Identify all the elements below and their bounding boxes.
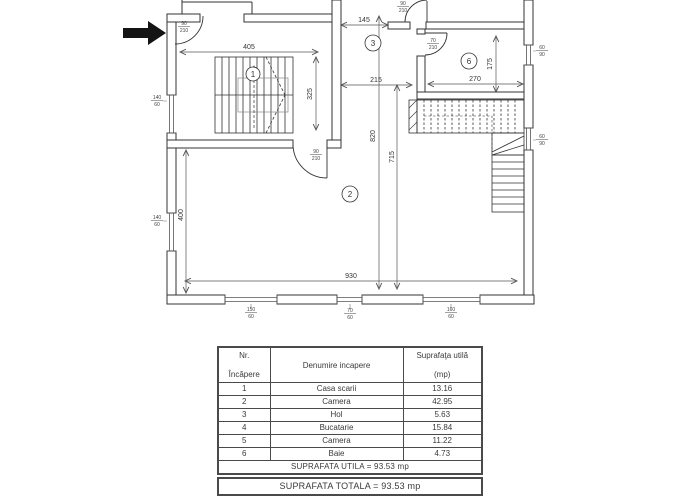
cell-area: 13.16 [403,383,482,396]
svg-text:90: 90 [313,149,319,155]
col-header-area [403,347,482,383]
rooms-table [217,346,483,475]
cell-name: Casa scarii [270,383,403,396]
dim-label: 715 [389,151,396,163]
window-size-label [536,134,548,147]
room-label-6: 6 [466,57,472,66]
svg-text:140: 140 [152,215,162,221]
dim-label: 405 [243,44,255,51]
svg-text:90: 90 [400,1,406,7]
cell-nr: 2 [218,396,270,409]
cell-name: Camera [270,396,403,409]
dim-label: 930 [345,273,357,280]
svg-text:210: 210 [398,8,408,14]
header-nr-line1: Nr. [239,351,250,360]
cell-nr: 4 [218,422,270,435]
window-size-label [245,307,257,320]
cell-nr: 6 [218,448,270,461]
cell-nr: 3 [218,409,270,422]
room2-door-arc [293,144,327,178]
door-size-label [427,38,439,51]
cell-name: Bucatarie [270,422,403,435]
room-number-labels [251,39,472,199]
footer-utila: SUPRAFATA UTILA = 93.53 mp [218,461,482,475]
cell-name: Hol [270,409,403,422]
svg-text:60: 60 [154,222,160,228]
table-row [218,409,482,422]
table-row [218,448,482,461]
dim-label: 175 [487,58,494,70]
svg-text:60: 60 [248,314,254,320]
cell-nr: 1 [218,383,270,396]
cell-area: 42.95 [403,396,482,409]
footer-utila-row [218,461,482,475]
walls [167,0,534,304]
table-row [218,435,482,448]
dim-label: 145 [358,17,370,24]
entrance-arrow-icon [123,21,166,45]
svg-text:70: 70 [430,38,436,44]
table-row [218,422,482,435]
header-nr-line2: Încăpere [228,370,260,379]
cell-area: 5.63 [403,409,482,422]
window-size-label [151,95,163,108]
svg-text:70: 70 [347,308,353,314]
area-table [217,346,483,496]
upper-corridor-walls [182,0,252,14]
col-header-nr [218,347,270,383]
svg-text:60: 60 [347,315,353,321]
dim-label: 215 [370,77,382,84]
room-label-3: 3 [370,39,376,48]
staircase-right [409,100,524,212]
svg-text:90: 90 [539,141,545,147]
window-size-label [344,308,356,321]
svg-text:210: 210 [311,156,321,162]
svg-text:140: 140 [152,95,162,101]
svg-text:60: 60 [154,102,160,108]
door-size-label [178,21,190,34]
table-row [218,396,482,409]
room-label-2: 2 [347,190,353,199]
window-size-label [536,45,548,58]
table-row [218,383,482,396]
header-area-line1: Suprafaţa utilă [416,351,469,360]
header-area-line2: (mp) [434,370,451,379]
svg-text:90: 90 [539,52,545,58]
svg-text:60: 60 [539,45,545,51]
footer-totala: SUPRAFATA TOTALA = 93.53 mp [217,477,483,496]
window-size-label [151,215,163,228]
cell-area: 11.22 [403,435,482,448]
room-label-1: 1 [250,70,256,79]
dim-label: 325 [307,88,314,100]
svg-text:210: 210 [428,45,438,51]
cell-name: Baie [270,448,403,461]
cell-nr: 5 [218,435,270,448]
cell-area: 15.84 [403,422,482,435]
windows [163,45,536,309]
svg-text:60: 60 [539,134,545,140]
top-door-arc [405,0,427,22]
door-size-label [310,149,322,162]
window-size-label [445,307,457,320]
svg-text:90: 90 [181,21,187,27]
room-numbers [246,35,477,202]
cell-area: 4.73 [403,448,482,461]
svg-text:60: 60 [448,314,454,320]
dim-label: 270 [469,76,481,83]
table-header-row [218,347,482,383]
dim-label: 820 [370,130,377,142]
svg-text:210: 210 [179,28,189,34]
room6-door-arc [425,33,447,55]
cell-name: Camera [270,435,403,448]
svg-text:160: 160 [446,307,456,313]
col-header-name: Denumire incapere [270,347,403,383]
svg-text:150: 150 [246,307,256,313]
dim-label: 400 [178,209,185,221]
